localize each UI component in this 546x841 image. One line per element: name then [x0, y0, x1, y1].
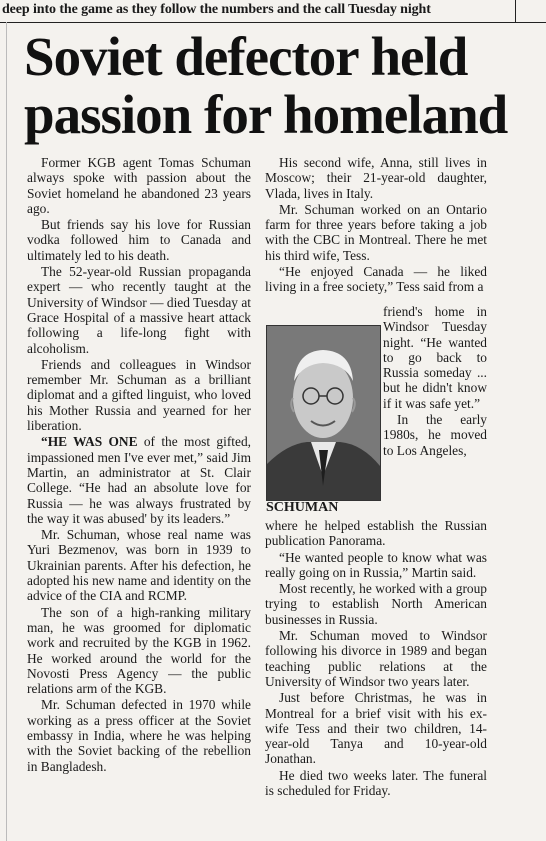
paragraph: where he helped establish the Russian publication Panorama.	[265, 518, 487, 549]
paragraph: “He enjoyed Canada — he liked living in a free society,” Tess said from a	[265, 264, 487, 295]
paragraph-body: of the most gifted, impassioned men I've ever met,” said Jim Martin, an administrator at St. Clair College. “He had an absolute love for Russia — he was always frustrated by the way it was abused' by its leaders.”	[27, 434, 251, 526]
paragraph: Friends and colleagues in Windsor remember Mr. Schuman as a brilliant diplomat and a gifted linguist, who loved his Mother Russia and yearned for her liberation.	[27, 356, 251, 434]
article-column-2-narrow	[383, 304, 487, 459]
portrait-photo	[266, 325, 381, 501]
paragraph: His second wife, Anna, still lives in Moscow; their 21-year-old daughter, Vlada, lives in Italy.	[265, 155, 487, 201]
paragraph: Mr. Schuman, whose real name was Yuri Bezmenov, was born in 1939 to Ukrainian parents. After his defection, he adopted his new name and identity on the advice of the CIA and RCMP.	[27, 527, 251, 604]
article-column-1	[27, 155, 251, 775]
photo-caption-top: deep into the game as they follow the numbers and the call Tuesday night	[2, 2, 431, 17]
paragraph: But friends say his love for Russian vodka followed him to Canada and ultimately led to his death.	[27, 217, 251, 263]
article-column-2-top	[265, 155, 487, 296]
photo-caption: SCHUMAN	[266, 500, 339, 515]
paragraph: He died two weeks later. The funeral is scheduled for Friday.	[265, 767, 487, 799]
paragraph: The son of a high-ranking military man, he was groomed for diplomatic work and recruited by the KGB in 1962. He worked around the world for the Novosti Press Agency — the public relations arm of the KGB.	[27, 604, 251, 697]
paragraph: Just before Christmas, he was in Montreal for a brief visit with his ex-wife Tess and their two children, 14-year-old Tanya and 10-year-old Jonathan.	[265, 690, 487, 767]
paragraph: In the early 1980s, he moved to Los Angeles,	[383, 412, 487, 458]
paragraph: Mr. Schuman defected in 1970 while working as a press officer at the Soviet embassy in India, where he was helping with the Soviet backing of the rebellion in Bangladesh.	[27, 697, 251, 774]
paragraph: Most recently, he worked with a group trying to establish North American businesses in Russia.	[265, 581, 487, 627]
paragraph: friend's home in Windsor Tuesday night. “He wanted to go back to Russia someday ... but he didn't know if it was safe yet.”	[383, 304, 487, 411]
paragraph: “He wanted people to know what was really going on in Russia,” Martin said.	[265, 549, 487, 580]
article-column-2-bottom	[265, 518, 487, 799]
top-caption-bar	[0, 0, 546, 23]
paragraph: Mr. Schuman moved to Windsor following his divorce in 1989 and began teaching public relations at the University of Windsor two years later.	[265, 628, 487, 689]
column-rule-left	[6, 22, 7, 841]
paragraph-quote	[27, 434, 251, 526]
headline: Soviet defector held passion for homeland	[24, 26, 508, 145]
top-rule	[515, 0, 516, 22]
paragraph: Former KGB agent Tomas Schuman always spoke with passion about the Soviet homeland he abandoned 23 years ago.	[27, 155, 251, 216]
paragraph-lead-in: “HE WAS ONE	[41, 434, 138, 450]
paragraph: Mr. Schuman worked on an Ontario farm for three years before taking a job with the CBC in Montreal. There he met his third wife, Tess.	[265, 201, 487, 263]
paragraph: The 52-year-old Russian propaganda expert — who recently taught at the University of Windsor — died Tuesday at Grace Hospital of a massive heart attack following a life-long fight with alcoholism.	[27, 264, 251, 356]
